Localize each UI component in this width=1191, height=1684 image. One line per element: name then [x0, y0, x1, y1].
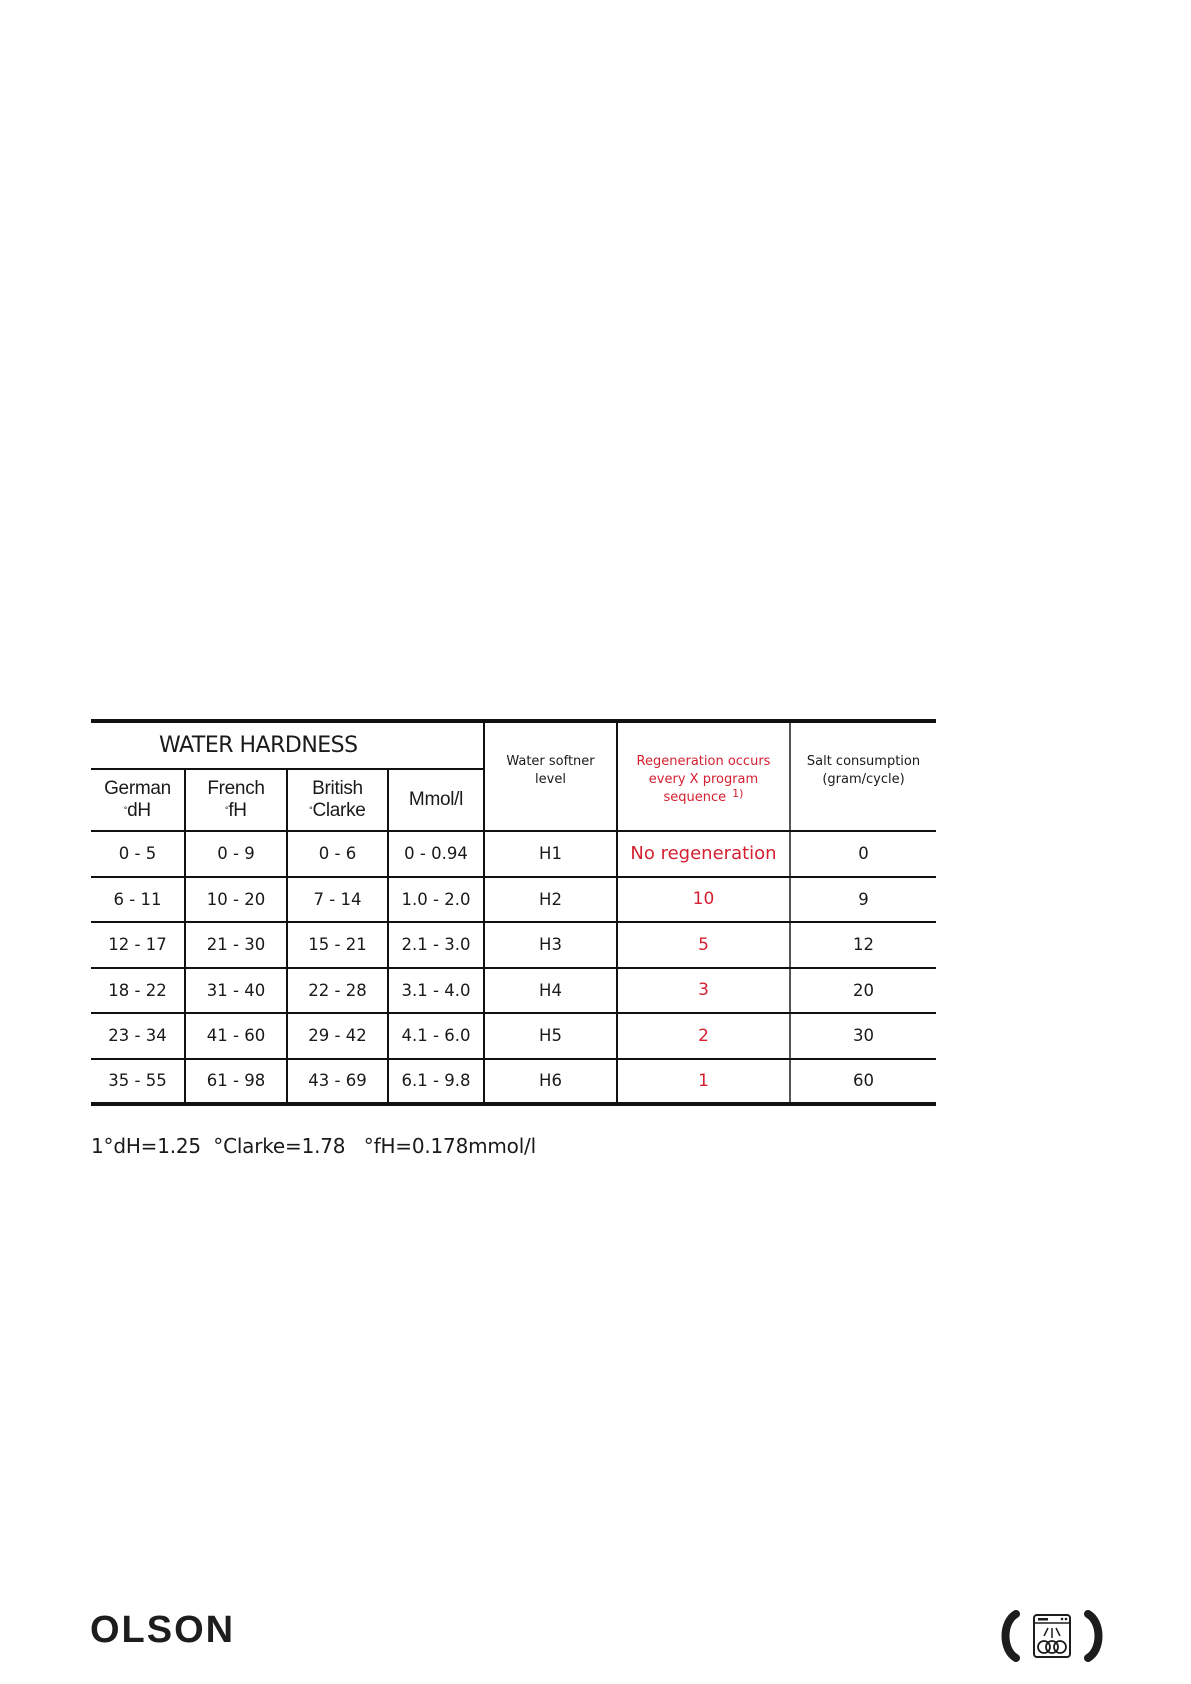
salt-cell: 20 [790, 968, 936, 1014]
german-cell: 23 - 34 [91, 1013, 185, 1059]
german-unit-header: German ˚dH [91, 769, 185, 831]
regeneration-cell: 2 [617, 1013, 790, 1059]
table-row [91, 1059, 936, 1105]
regeneration-cell: 10 [617, 877, 790, 923]
british-cell: 22 - 28 [287, 968, 388, 1014]
french-cell: 41 - 60 [185, 1013, 287, 1059]
salt-cell: 0 [790, 831, 936, 877]
water-hardness-table [91, 719, 936, 1106]
salt-cell: 30 [790, 1013, 936, 1059]
regeneration-cell: 1 [617, 1059, 790, 1105]
german-cell: 35 - 55 [91, 1059, 185, 1105]
level-cell: H1 [484, 831, 617, 877]
level-cell: H5 [484, 1013, 617, 1059]
table-row [91, 1013, 936, 1059]
regeneration-cell: 3 [617, 968, 790, 1014]
salt-cell: 9 [790, 877, 936, 923]
french-cell: 0 - 9 [185, 831, 287, 877]
table-title: WATER HARDNESS [91, 721, 484, 769]
table-row [91, 922, 936, 968]
brand-logo: OLSON [90, 1609, 236, 1651]
salt-consumption-header: Salt consumption (gram/cycle) [790, 721, 936, 831]
british-cell: 0 - 6 [287, 831, 388, 877]
table-row [91, 968, 936, 1014]
french-cell: 21 - 30 [185, 922, 287, 968]
french-unit-header: French ˚fH [185, 769, 287, 831]
regeneration-cell: 5 [617, 922, 790, 968]
dishwasher-icon [996, 1608, 1108, 1664]
level-cell: H4 [484, 968, 617, 1014]
regeneration-cell: No regeneration [617, 831, 790, 877]
german-cell: 12 - 17 [91, 922, 185, 968]
table-row [91, 831, 936, 877]
regeneration-header: Regeneration occurs every X program sequence $^{1)}$ [617, 721, 790, 831]
british-unit-header: British ˚Clarke [287, 769, 388, 831]
british-cell: 7 - 14 [287, 877, 388, 923]
mmol-unit-header: Mmol/l [388, 769, 484, 831]
level-cell: H3 [484, 922, 617, 968]
mmol-cell: 3.1 - 4.0 [388, 968, 484, 1014]
footnote-marker: 1) [732, 787, 744, 800]
water-softener-level-header: Water softner level [484, 721, 617, 831]
mmol-cell: 4.1 - 6.0 [388, 1013, 484, 1059]
mmol-cell: 2.1 - 3.0 [388, 922, 484, 968]
mmol-cell: 1.0 - 2.0 [388, 877, 484, 923]
german-cell: 0 - 5 [91, 831, 185, 877]
mmol-cell: 0 - 0.94 [388, 831, 484, 877]
salt-cell: 12 [790, 922, 936, 968]
british-cell: 43 - 69 [287, 1059, 388, 1105]
british-cell: 29 - 42 [287, 1013, 388, 1059]
german-cell: 6 - 11 [91, 877, 185, 923]
british-cell: 15 - 21 [287, 922, 388, 968]
unit-conversion-note: 1°dH=1.25 °Clarke=1.78 °fH=0.178mmol/l [91, 1134, 536, 1158]
french-cell: 61 - 98 [185, 1059, 287, 1105]
german-cell: 18 - 22 [91, 968, 185, 1014]
level-cell: H6 [484, 1059, 617, 1105]
salt-cell: 60 [790, 1059, 936, 1105]
level-cell: H2 [484, 877, 617, 923]
french-cell: 31 - 40 [185, 968, 287, 1014]
french-cell: 10 - 20 [185, 877, 287, 923]
table-row [91, 877, 936, 923]
mmol-cell: 6.1 - 9.8 [388, 1059, 484, 1105]
